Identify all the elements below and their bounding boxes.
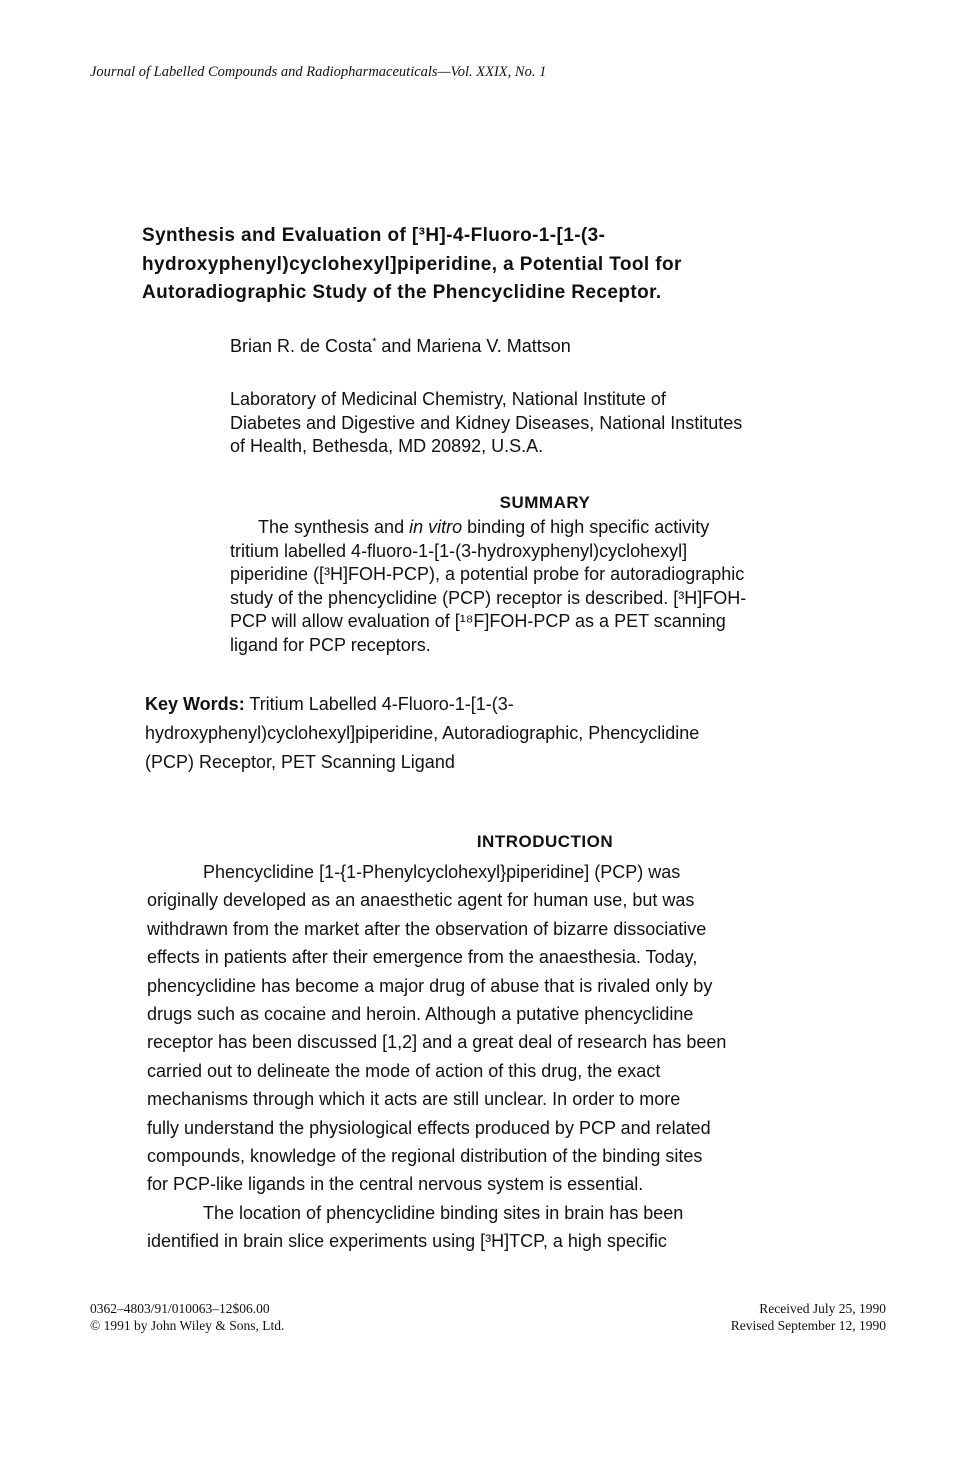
intro-line: mechanisms through which it acts are still unclear. In order to more: [147, 1089, 681, 1110]
title-line: hydroxyphenyl)cyclohexyl]piperidine, a Potential Tool for: [142, 253, 682, 275]
intro-line: drugs such as cocaine and heroin. Although a putative phencyclidine: [147, 1004, 694, 1025]
introduction-heading: INTRODUCTION: [476, 832, 614, 851]
intro-line: for PCP-like ligands in the central nervous system is essential.: [147, 1174, 644, 1195]
journal-header: Journal of Labelled Compounds and Radiopharmaceuticals—Vol. XXIX, No. 1: [90, 64, 547, 80]
summary-line: piperidine ([³H]FOH-PCP), a potential probe for autoradiographic: [230, 564, 745, 584]
summary-body: [230, 516, 746, 657]
intro-line: carried out to delineate the mode of action of this drug, the exact: [147, 1060, 661, 1081]
received-date: Received July 25, 1990: [759, 1301, 886, 1316]
summary-line: PCP will allow evaluation of [¹⁸F]FOH-PCP as a PET scanning: [230, 611, 726, 631]
copyright-notice: © 1991 by John Wiley & Sons, Ltd.: [90, 1318, 285, 1333]
emphasis-in-vitro: in vitro: [409, 517, 463, 537]
affiliation-line: Diabetes and Digestive and Kidney Diseases, National Institutes: [230, 412, 743, 433]
intro-line: Phencyclidine [1-{1-Phenylcyclohexyl}piperidine] (PCP) was: [203, 862, 681, 882]
intro-line: originally developed as an anaesthetic agent for human use, but was: [147, 890, 695, 911]
intro-line: The location of phencyclidine binding sites in brain has been: [203, 1202, 684, 1223]
summary-line: tritium labelled 4-fluoro-1-[1-(3-hydroxyphenyl)cyclohexyl]: [230, 540, 688, 561]
summary-line: study of the phencyclidine (PCP) receptor is described. [³H]FOH-: [230, 587, 747, 608]
intro-line: receptor has been discussed [1,2] and a great deal of research has been: [147, 1032, 727, 1053]
author-name: Brian R. de Costa: [230, 336, 373, 356]
affiliation: [230, 388, 742, 459]
affiliation-line: of Health, Bethesda, MD 20892, U.S.A.: [230, 436, 544, 456]
keywords: [145, 690, 699, 777]
title-line: Synthesis and Evaluation of [³H]-4-Fluoro-1-[1-(3-: [142, 225, 606, 246]
revised-date: Revised September 12, 1990: [730, 1318, 886, 1333]
author-name: and Mariena V. Mattson: [376, 336, 571, 356]
intro-line: withdrawn from the market after the observation of bizarre dissociative: [147, 918, 707, 939]
footer-right: [731, 1300, 886, 1334]
intro-line: fully understand the physiological effects produced by PCP and related: [147, 1117, 711, 1138]
footer-left: [90, 1300, 284, 1334]
intro-line: compounds, knowledge of the regional distribution of the binding sites: [147, 1146, 703, 1167]
keywords-line: hydroxyphenyl)cyclohexyl]piperidine, Autoradiographic, Phencyclidine: [145, 723, 700, 743]
intro-line: effects in patients after their emergence from the anaesthesia. Today,: [147, 947, 698, 968]
keywords-text: Tritium Labelled 4-Fluoro-1-[1-(3-: [244, 694, 514, 714]
paper-title: [142, 222, 842, 308]
corresponding-asterisk: *: [372, 336, 377, 348]
summary-line: The synthesis and in vitro binding of high specific activity: [258, 517, 710, 537]
introduction-body: [147, 858, 726, 1256]
intro-line: phencyclidine has become a major drug of abuse that is rivaled only by: [147, 975, 713, 996]
intro-line: identified in brain slice experiments using [³H]TCP, a high specific: [147, 1231, 667, 1252]
keywords-line: [145, 690, 699, 719]
summary-heading: SUMMARY: [499, 493, 591, 512]
affiliation-line: Laboratory of Medicinal Chemistry, National Institute of: [230, 389, 666, 409]
title-line: Autoradiographic Study of the Phencyclidine Receptor.: [142, 282, 662, 303]
keywords-line: (PCP) Receptor, PET Scanning Ligand: [145, 752, 455, 772]
article-code: 0362–4803/91/010063–12$06.00: [90, 1301, 270, 1316]
keywords-label: Key Words:: [145, 694, 245, 714]
summary-line: ligand for PCP receptors.: [230, 634, 431, 655]
authors: [230, 336, 571, 357]
